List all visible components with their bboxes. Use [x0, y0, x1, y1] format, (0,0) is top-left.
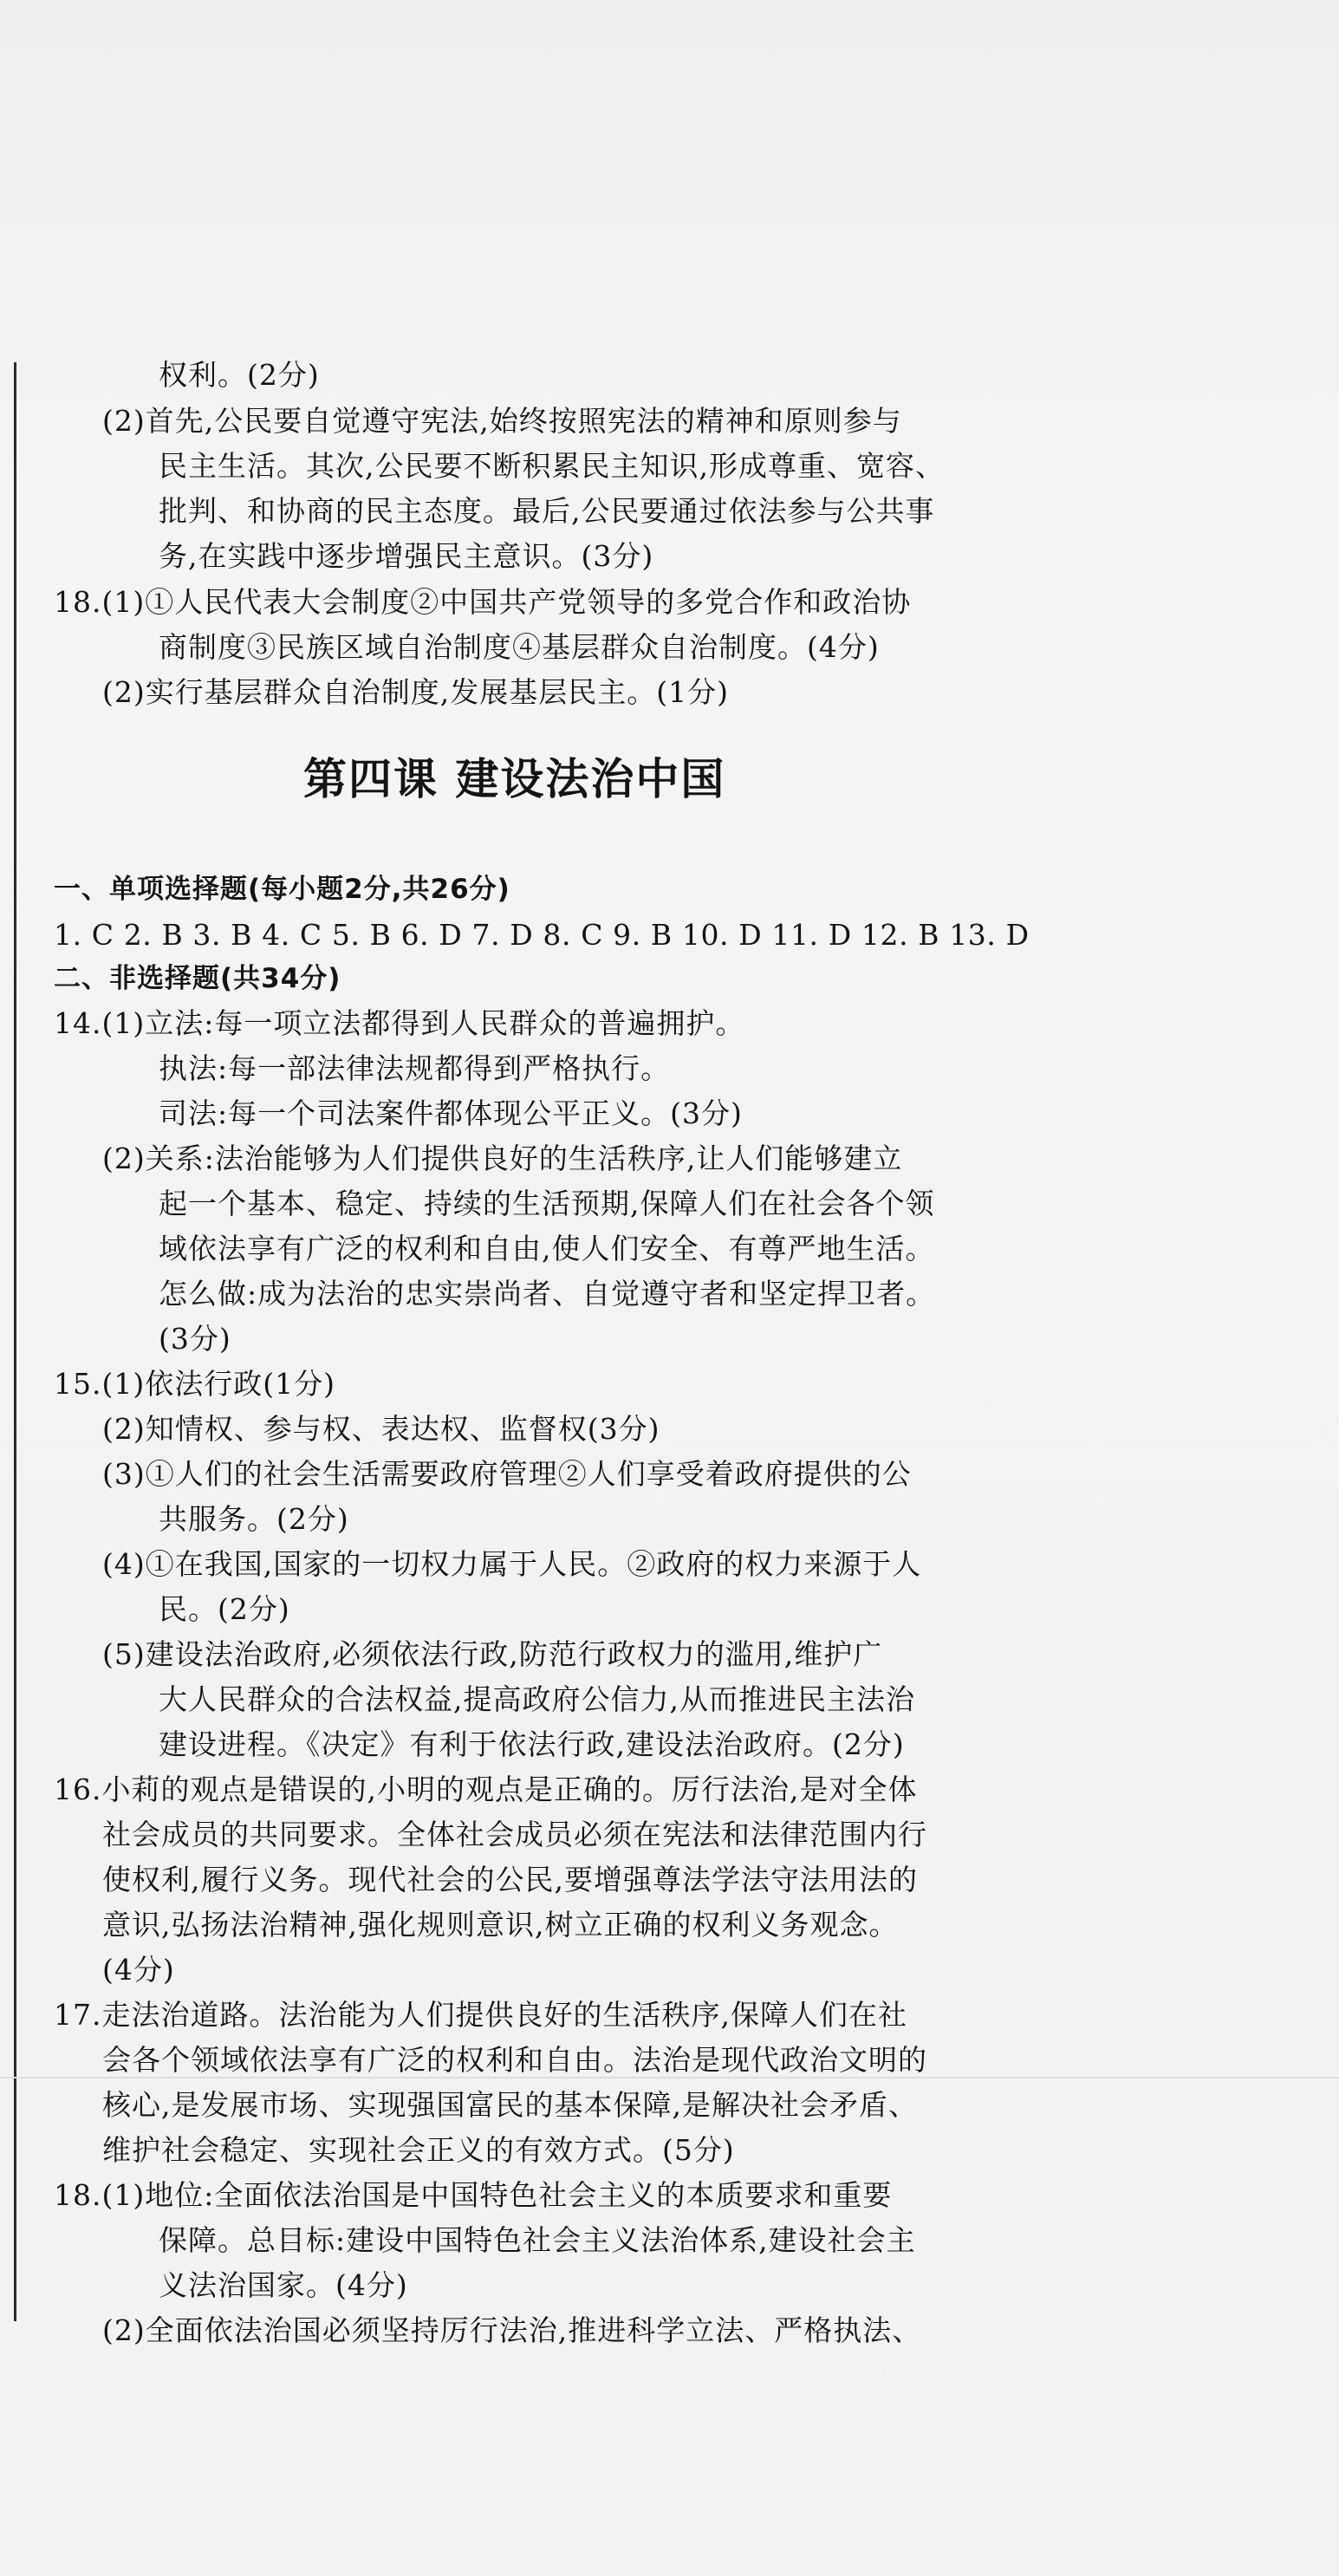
answer-line: (2)知情权、参与权、表达权、监督权(3分) — [102, 1412, 660, 1446]
answer-line: (3)①人们的社会生活需要政府管理②人们享受着政府提供的公 — [102, 1457, 912, 1491]
answer-line: 务,在实践中逐步增强民主意识。(3分) — [159, 539, 654, 573]
answer-line: 核心,是发展市场、实现强国富民的基本保障,是解决社会矛盾、 — [102, 2088, 918, 2122]
answer-line: 民。(2分) — [159, 1592, 290, 1626]
answer-line: 意识,弘扬法治精神,强化规则意识,树立正确的权利义务观念。 — [102, 1908, 899, 1942]
choice-answers: 1. C 2. B 3. B 4. C 5. B 6. D 7. D 8. C 9. B 10. D 11. D 12. B 13. D — [54, 918, 1030, 952]
answer-line: 司法:每一个司法案件都体现公平正义。(3分) — [159, 1096, 743, 1130]
answer-line: 义法治国家。(4分) — [159, 2268, 408, 2302]
answer-line: 会各个领域依法享有广泛的权利和自由。法治是现代政治文明的 — [102, 2043, 927, 2077]
section-heading: 二、非选择题(共34分) — [54, 963, 341, 994]
answer-line: 怎么做:成为法治的忠实崇尚者、自觉遵守者和坚定捍卫者。 — [159, 1277, 936, 1311]
answer-line: 民主生活。其次,公民要不断积累民主知识,形成尊重、宽容、 — [159, 449, 945, 483]
answer-line: (2)全面依法治国必须坚持厉行法治,推进科学立法、严格执法、 — [102, 2313, 922, 2347]
margin-rule — [14, 362, 16, 2321]
answer-line: 保障。总目标:建设中国特色社会主义法治体系,建设社会主 — [159, 2223, 916, 2257]
answer-line: 15.(1)依法行政(1分) — [54, 1367, 335, 1401]
answer-line: 18.(1)①人民代表大会制度②中国共产党领导的多党合作和政治协 — [54, 585, 912, 619]
answer-line: 起一个基本、稳定、持续的生活预期,保障人们在社会各个领 — [159, 1187, 935, 1220]
answer-line: 社会成员的共同要求。全体社会成员必须在宪法和法律范围内行 — [102, 1818, 927, 1851]
answer-line: 18.(1)地位:全面依法治国是中国特色社会主义的本质要求和重要 — [54, 2178, 893, 2212]
answer-line: 商制度③民族区域自治制度④基层群众自治制度。(4分) — [159, 630, 880, 664]
answer-line: 权利。(2分) — [159, 358, 320, 392]
answer-line: (5)建设法治政府,必须依法行政,防范行政权力的滥用,维护广 — [102, 1637, 883, 1671]
lesson-title: 第四课 建设法治中国 — [303, 754, 726, 804]
answer-line: 执法:每一部法律法规都得到严格执行。 — [159, 1051, 671, 1085]
answer-line: 14.(1)立法:每一项立法都得到人民群众的普遍拥护。 — [54, 1006, 745, 1040]
answer-line: (3分) — [159, 1322, 231, 1356]
answer-line: 使权利,履行义务。现代社会的公民,要增强尊法学法守法用法的 — [102, 1863, 918, 1896]
answer-line: 建设进程。《决定》有利于依法行政,建设法治政府。(2分) — [159, 1727, 905, 1761]
answer-line: 共服务。(2分) — [159, 1502, 349, 1536]
answer-line: (2)关系:法治能够为人们提供良好的生活秩序,让人们能够建立 — [102, 1142, 903, 1175]
answer-line: 批判、和协商的民主态度。最后,公民要通过依法参与公共事 — [159, 494, 935, 528]
answer-line: (4分) — [102, 1953, 175, 1987]
answer-line: (2)首先,公民要自觉遵守宪法,始终按照宪法的精神和原则参与 — [102, 404, 902, 438]
section-heading: 一、单项选择题(每小题2分,共26分) — [54, 874, 510, 905]
answer-line: (4)①在我国,国家的一切权力属于人民。②政府的权力来源于人 — [102, 1547, 922, 1581]
answer-line: 大人民群众的合法权益,提高政府公信力,从而推进民主法治 — [159, 1682, 915, 1716]
answer-line: 17.走法治道路。法治能为人们提供良好的生活秩序,保障人们在社 — [54, 1998, 907, 2032]
answer-line: 维护社会稳定、实现社会正义的有效方式。(5分) — [102, 2133, 735, 2167]
answer-line: 16.小莉的观点是错误的,小明的观点是正确的。厉行法治,是对全体 — [54, 1773, 918, 1806]
answer-line: (2)实行基层群众自治制度,发展基层民主。(1分) — [102, 675, 729, 709]
answer-line: 域依法享有广泛的权利和自由,使人们安全、有尊严地生活。 — [159, 1232, 935, 1265]
